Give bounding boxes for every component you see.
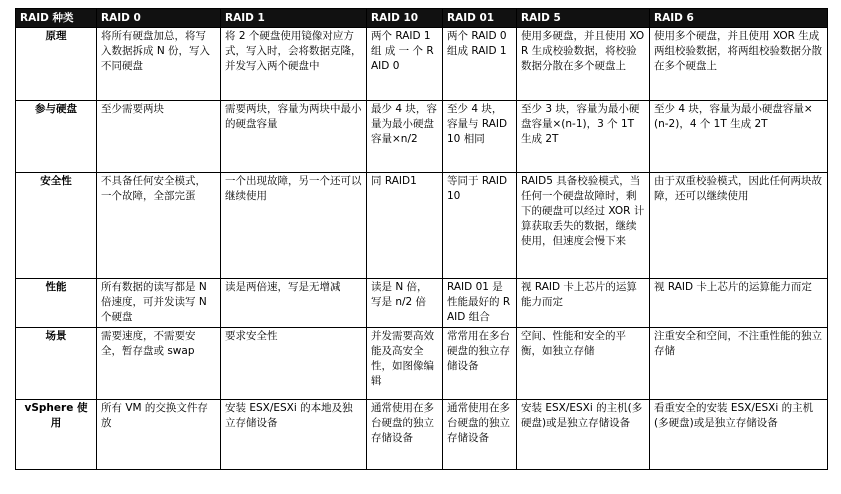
table-cell: 至少需要两块 <box>97 101 221 173</box>
table-cell: 看重安全的安装 ESX/ESXi 的主机(多硬盘)或是独立存储设备 <box>650 400 828 470</box>
table-cell: 等同于 RAID 10 <box>443 173 517 279</box>
table-cell: 同 RAID1 <box>367 173 443 279</box>
table-cell: 所有数据的读写都是 N 倍速度，可并发读写 N 个硬盘 <box>97 279 221 328</box>
row-label: 场景 <box>16 328 97 400</box>
row-label: 原理 <box>16 28 97 101</box>
table-cell: 读是 N 倍，写是 n/2 倍 <box>367 279 443 328</box>
table-body <box>16 28 828 470</box>
table-cell: 至少 4 块，容量为最小硬盘容量×(n-2)，4 个 1T 生成 2T <box>650 101 828 173</box>
table-cell: 需要两块，容量为两块中最小的硬盘容量 <box>221 101 367 173</box>
table-cell: 安装 ESX/ESXi 的本地及独立存储设备 <box>221 400 367 470</box>
table-cell: 所有 VM 的交换文件存放 <box>97 400 221 470</box>
column-header: RAID 6 <box>650 9 828 28</box>
table-cell: 使用多硬盘，并且使用 XOR 生成校验数据，将校验数据分散在多个硬盘上 <box>517 28 650 101</box>
table-row <box>16 28 828 101</box>
table-cell: 视 RAID 卡上芯片的运算能力而定 <box>650 279 828 328</box>
table-cell: 并发需要高效能及高安全性，如图像编辑 <box>367 328 443 400</box>
table-cell: 要求安全性 <box>221 328 367 400</box>
table-row <box>16 279 828 328</box>
table-cell: 注重安全和空间，不注重性能的独立存储 <box>650 328 828 400</box>
column-header: RAID 01 <box>443 9 517 28</box>
table-cell: 需要速度，不需要安全，暂存盘或 swap <box>97 328 221 400</box>
table-cell: 通常使用在多台硬盘的独立存储设备 <box>367 400 443 470</box>
table-row <box>16 173 828 279</box>
table-cell: RAID5 具备校验模式，当任何一个硬盘故障时，剩下的硬盘可以经过 XOR 计算获取丢失的数据，继续使用，但速度会慢下来 <box>517 173 650 279</box>
column-header: RAID 1 <box>221 9 367 28</box>
table-cell: 将 2 个硬盘使用镜像对应方式，写入时，会将数据克隆，并发写入两个硬盘中 <box>221 28 367 101</box>
table-cell: 安装 ESX/ESXi 的主机(多硬盘)或是独立存储设备 <box>517 400 650 470</box>
table-row <box>16 328 828 400</box>
row-label: 参与硬盘 <box>16 101 97 173</box>
table-cell: 不具备任何安全模式，一个故障，全部完蛋 <box>97 173 221 279</box>
column-header: RAID 5 <box>517 9 650 28</box>
table-cell: 常常用在多台硬盘的独立存储设备 <box>443 328 517 400</box>
table-row <box>16 400 828 470</box>
table-cell: 由于双重校验模式，因此任何两块故障，还可以继续使用 <box>650 173 828 279</box>
table-cell: 读是两倍速，写是无增减 <box>221 279 367 328</box>
table-cell: 视 RAID 卡上芯片的运算能力而定 <box>517 279 650 328</box>
table-cell: 两个 RAID 0 组成 RAID 1 <box>443 28 517 101</box>
table-cell: 至少 3 块，容量为最小硬盘容量×(n-1)，3 个 1T 生成 2T <box>517 101 650 173</box>
row-label: vSphere 使用 <box>16 400 97 470</box>
table-cell: RAID 01 是性能最好的 RAID 组合 <box>443 279 517 328</box>
table-row <box>16 101 828 173</box>
table-cell: 将所有硬盘加总，将写入数据拆成 N 份，写入不同硬盘 <box>97 28 221 101</box>
row-label: 安全性 <box>16 173 97 279</box>
column-header: RAID 0 <box>97 9 221 28</box>
table-cell: 一个出现故障，另一个还可以继续使用 <box>221 173 367 279</box>
row-label: 性能 <box>16 279 97 328</box>
table-cell: 通常使用在多台硬盘的独立存储设备 <box>443 400 517 470</box>
column-header: RAID 种类 <box>16 9 97 28</box>
table-cell: 最少 4 块，容量为最小硬盘容量×n/2 <box>367 101 443 173</box>
table-cell: 空间、性能和安全的平衡，如独立存储 <box>517 328 650 400</box>
header-row <box>16 9 828 28</box>
table-cell: 使用多个硬盘，并且使用 XOR 生成两组校验数据，将两组校验数据分散在多个硬盘上 <box>650 28 828 101</box>
raid-comparison-table <box>15 8 828 470</box>
table-cell: 两个 RAID 1 组 成 一 个 RAID 0 <box>367 28 443 101</box>
table-cell: 至少 4 块，容量与 RAID 10 相同 <box>443 101 517 173</box>
column-header: RAID 10 <box>367 9 443 28</box>
